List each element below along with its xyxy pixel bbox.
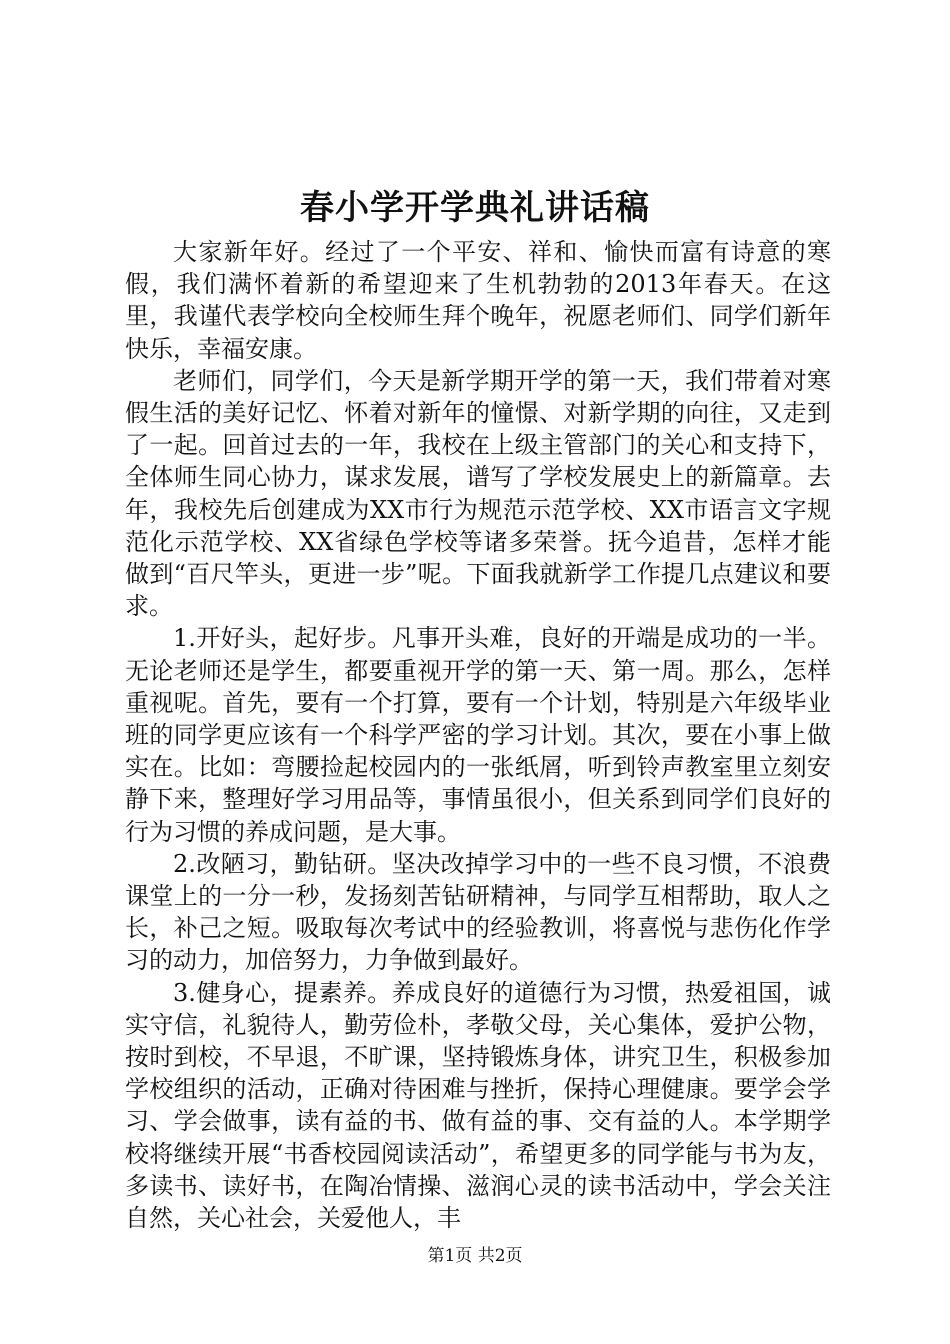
paragraph-point-3: 3.健身心，提素养。养成良好的道德行为习惯，热爱祖国，诚实守信，礼貌待人，勤劳俭朴，孝敬父母，关心集体，爱护公物，按时到校，不早退，不旷课，坚持锻炼身体，讲究卫生，积极参加学校组织的活动，正确对待困难与挫折，保持心理健康。要学会学习、学会做事，读有益的书、做有益的事、交有益的人。本学期学校将继续开展“书香校园阅读活动”，希望更多的同学能与书为友，多读书、读好书，在陶冶情操、滋润心灵的读书活动中，学会关注自然，关心社会，关爱他人，丰 <box>125 978 831 1233</box>
paragraph-point-1: 1.开好头，起好步。凡事开头难，良好的开端是成功的一半。无论老师还是学生，都要重视开学的第一天、第一周。那么，怎样重视呢。首先，要有一个打算，要有一个计划，特别是六年级毕业班的同学更应该有一个科学严密的学习计划。其次，要在小事上做实在。比如：弯腰捡起校园内的一张纸屑，听到铃声教室里立刻安静下来，整理好学习用品等，事情虽很小，但关系到同学们良好的行为习惯的养成问题，是大事。 <box>125 624 831 846</box>
document-body <box>125 236 831 1234</box>
paragraph-point-2: 2.改陋习，勤钻研。坚决改掉学习中的一些不良习惯，不浪费课堂上的一分一秒，发扬刻苦钻研精神，与同学互相帮助，取人之长，补己之短。吸取每次考试中的经验教训，将喜悦与悲伤化作学习的动力，加倍努力，力争做到最好。 <box>125 849 831 975</box>
document-title: 春小学开学典礼讲话稿 <box>300 188 650 228</box>
paragraph-greeting: 大家新年好。经过了一个平安、祥和、愉快而富有诗意的寒假，我们满怀着新的希望迎来了生机勃勃的2013年春天。在这里，我谨代表学校向全校师生拜个晚年，祝愿老师们、同学们新年快乐，幸福安康。 <box>125 238 831 363</box>
paragraph-review: 老师们，同学们，今天是新学期开学的第一天，我们带着对寒假生活的美好记忆、怀着对新年的憧憬、对新学期的向往，又走到了一起。回首过去的一年，我校在上级主管部门的关心和支持下，全体师生同心协力，谋求发展，谱写了学校发展史上的新篇章。去年，我校先后创建成为XX市行为规范示范学校、XX市语言文字规范化示范学校、XX省绿色学校等诸多荣誉。抚今追昔，怎样才能做到“百尺竿头，更进一步”呢。下面我就新学工作提几点建议和要求。 <box>125 366 831 621</box>
page-number-footer: 第1页 共2页 <box>427 1246 523 1266</box>
